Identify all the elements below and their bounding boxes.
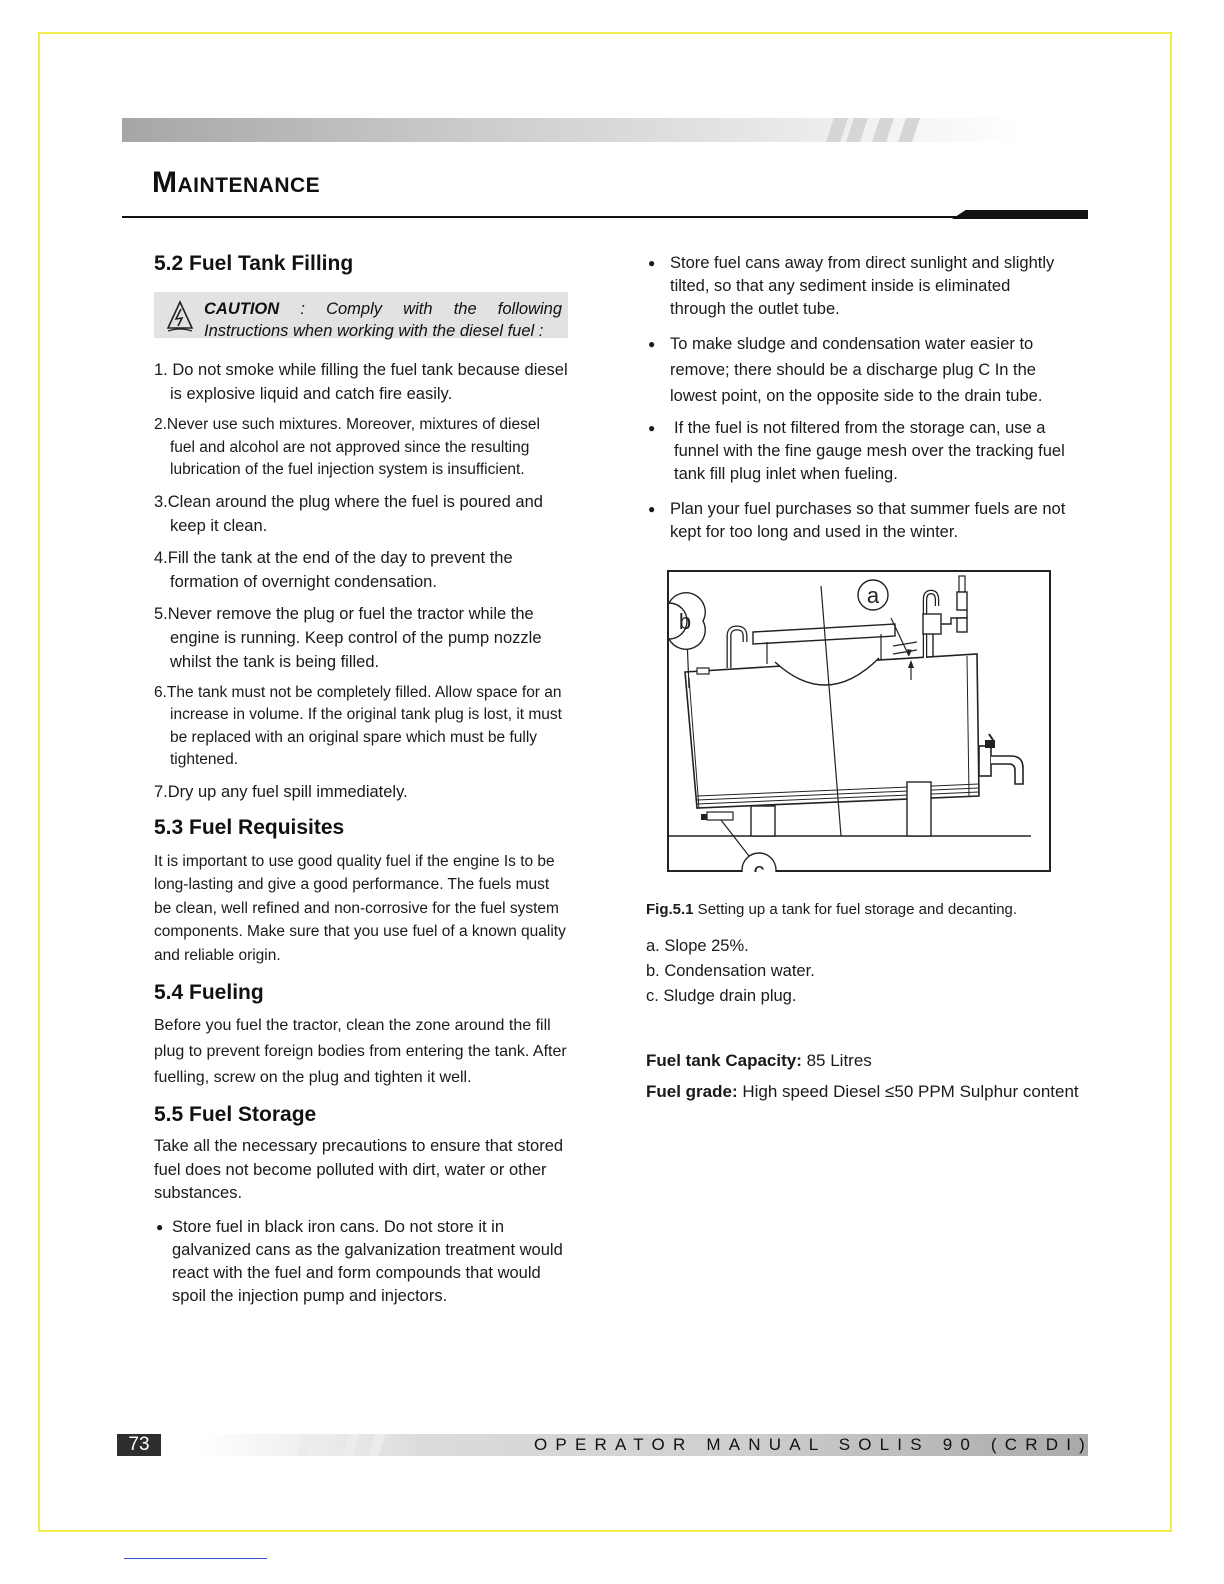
fuel-tank-diagram <box>667 570 1051 872</box>
list-item: ● Store fuel cans away from direct sunlight and slightly tilted, so that any sediment inside is eliminated through the outlet tube. <box>646 252 1066 321</box>
caution-text <box>204 298 562 342</box>
list-item: ● If the fuel is not filtered from the storage can, use a funnel with the fine gauge mesh over the tracking fuel tank fill plug inlet when fueling. <box>646 417 1074 486</box>
drain-valve <box>979 746 991 776</box>
grade-label: Fuel grade: <box>646 1082 738 1101</box>
sludge-drain-plug <box>707 812 733 820</box>
fuel-capacity <box>646 1045 1126 1076</box>
list-item: 2.Never use such mixtures. Moreover, mixtures of diesel fuel and alcohol are not approved since the resulting lubrication of the fuel injection system is insufficient. <box>154 416 540 478</box>
footnote-rule <box>124 1558 267 1559</box>
callout-a-label: a <box>866 583 880 608</box>
section-heading-fueling: 5.4 Fueling <box>154 981 264 1004</box>
tank-support-left <box>751 806 775 836</box>
list-item: 4.Fill the tank at the end of the day to prevent the formation of overnight condensation. <box>154 548 513 591</box>
list-item: 5.Never remove the plug or fuel the tractor while the engine is running. Keep control of the pump nozzle whilst the tank is being filled. <box>154 604 542 671</box>
section-heading-fuel-storage: 5.5 Fuel Storage <box>154 1103 317 1126</box>
filling-steps <box>154 358 568 804</box>
list-item: ● Store fuel in black iron cans. Do not store it in galvanized cans as the galvanization treatment would react with the fuel and form compounds that would spoil the injection pump and injectors. <box>154 1216 568 1308</box>
list-item: ● To make sludge and condensation water easier to remove; there should be a discharge plug C In the lowest point, on the opposite side to the drain tube. <box>646 331 1066 409</box>
title-rule-accent <box>952 210 1088 219</box>
page-number: 73 <box>117 1434 161 1456</box>
tank-support-right <box>907 782 931 836</box>
fuel-grade <box>646 1076 1126 1107</box>
capacity-value: 85 Litres <box>801 1051 872 1070</box>
caution-label: CAUTION <box>204 300 280 318</box>
manual-title: OPERATOR MANUAL SOLIS 90 (CRDI) <box>534 1435 1094 1454</box>
section-heading-fuel-tank-filling: 5.2 Fuel Tank Filling <box>154 252 354 275</box>
list-item: 1. Do not smoke while filling the fuel tank because diesel is explosive liquid and catch fire easily. <box>154 361 568 403</box>
warning-icon <box>166 300 194 332</box>
legend-item: b. Condensation water. <box>646 962 815 980</box>
fuel-requisites-text: It is important to use good quality fuel if the engine Is to be long-lasting and give a good performance. The fuels must be clean, well refined and non-corrosive for the fuel system components. Make sure that you use fuel of a known quality and reliable origin. <box>154 852 566 964</box>
page-title: Maintenance <box>152 166 321 199</box>
fuel-storage-text: Take all the necessary precautions to ensure that stored fuel does not become polluted with dirt, water or other substances. <box>154 1137 564 1202</box>
capacity-label: Fuel tank Capacity: <box>646 1051 802 1070</box>
caution-body: : Comply with the following Instructions when working with the diesel fuel : <box>204 300 562 340</box>
figure-caption <box>646 901 1126 918</box>
right-column <box>646 252 1126 1107</box>
figure-caption-text: Setting up a tank for fuel storage and decanting. <box>693 901 1018 918</box>
fuel-specs <box>646 1045 1126 1107</box>
callout-c-label: c <box>753 858 765 872</box>
list-item: ● Plan your fuel purchases so that summer fuels are not kept for too long and used in the winter. <box>646 498 1066 544</box>
storage-bullets <box>646 252 1066 544</box>
list-item: 7.Dry up any fuel spill immediately. <box>154 782 408 801</box>
title-rule <box>122 216 1088 218</box>
legend-item: c. Sludge drain plug. <box>646 987 797 1005</box>
caution-box <box>154 292 568 338</box>
list-item: 6.The tank must not be completely filled. Allow space for an increase in volume. If the original tank plug is lost, it must be replaced with an original spare which must be fully tightened. <box>154 683 562 768</box>
filter-head <box>923 614 941 634</box>
left-column <box>154 252 568 1308</box>
figure-caption-label: Fig.5.1 <box>646 901 694 918</box>
fuel-storage-bullets <box>154 1216 568 1308</box>
section-heading-fuel-requisites: 5.3 Fuel Requisites <box>154 815 345 839</box>
grade-value: High speed Diesel ≤50 PPM Sulphur content <box>737 1082 1079 1101</box>
list-item: 3.Clean around the plug where the fuel is poured and keep it clean. <box>154 492 543 535</box>
legend-item: a. Slope 25%. <box>646 937 749 955</box>
fueling-text: Before you fuel the tractor, clean the zone around the fill plug to prevent foreign bodies from entering the tank. After fuelling, screw on the plug and tighten it well. <box>154 1017 567 1086</box>
callout-b-label: b <box>678 609 692 634</box>
figure-legend <box>646 934 1126 1009</box>
